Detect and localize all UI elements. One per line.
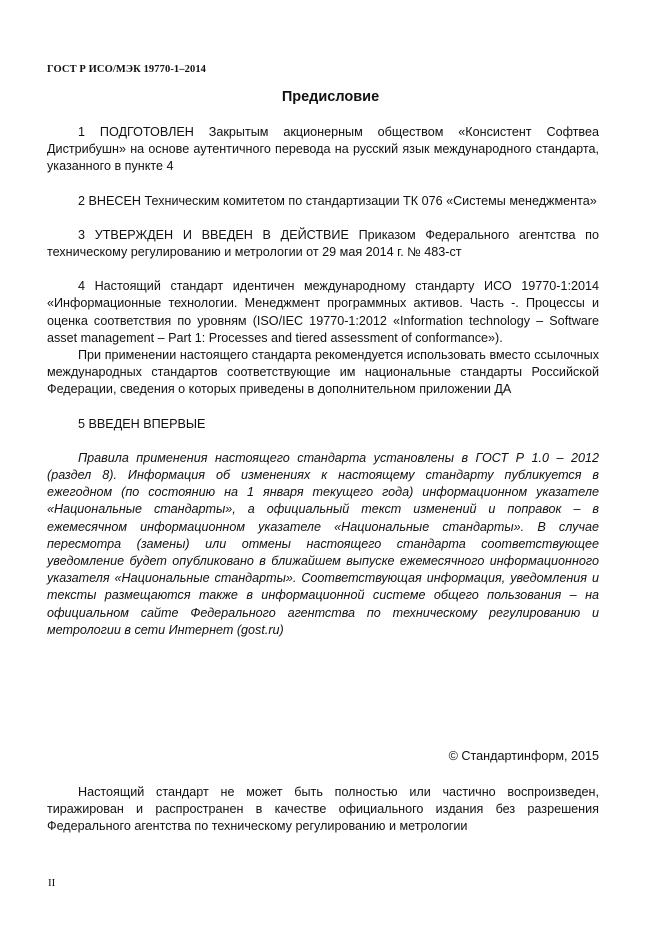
page-number: II [48, 877, 56, 889]
paragraph-first-introduced: 5 ВВЕДЕН ВПЕРВЫЕ [78, 416, 206, 431]
document-code: ГОСТ Р ИСО/МЭК 19770-1–2014 [47, 64, 207, 75]
paragraph-prepared: 1 ПОДГОТОВЛЕН Закрытым акционерным обществом «Консистент Софтвеа Дистрибушн» на основе аутентичного перевода на русский язык международного стандарта, указанного в пункте 4 [47, 125, 599, 174]
notice-text: Настоящий стандарт не может быть полностью или частично воспроизведен, тиражирован и распространен в качестве официального издания без разрешения Федерального агентства по техническому регулированию и метрологии [47, 785, 599, 834]
page-title: Предисловие [281, 89, 380, 105]
foreword-body [47, 124, 599, 639]
paragraph-approved: 3 УТВЕРЖДЕН И ВВЕДЕН В ДЕЙСТВИЕ Приказом Федерального агентства по техническому регулированию и метрологии от 29 мая 2014 г. № 483-ст [47, 227, 599, 260]
paragraph-rules: Правила применения настоящего стандарта установлены в ГОСТ Р 1.0 – 2012 (раздел 8). Информация об изменениях к настоящему стандарту публикуется в ежегодном (по состоянию на 1 января текущего года) информационном указателе «Национальные стандарты», а официальный текст изменений и поправок – в ежемесячном информационном указателе «Национальные стандарты». В случае пересмотра (замены) или отмены настоящего стандарта соответствующее уведомление будет опубликовано в ближайшем выпуске ежемесячного информационного указателя «Национальные стандарты». Соответствующая информация, уведомления и тексты размещаются также в информационной системе общего пользования – на официальном сайте Федерального агентства по техническому регулированию и метрологии в сети Интернет (gost.ru) [47, 450, 599, 637]
paragraph-submitted: 2 ВНЕСЕН Техническим комитетом по стандартизации ТК 076 «Системы менеджмента» [78, 193, 597, 208]
paragraph-application: При применении настоящего стандарта рекомендуется использовать вместо ссылочных международных стандартов соответствующие им национальные стандарты Российской Федерации, сведения о которых приведены в дополнительном приложении ДА [47, 348, 599, 397]
reproduction-notice [47, 784, 599, 836]
copyright-line: © Стандартинформ, 2015 [448, 749, 599, 763]
paragraph-identical: 4 Настоящий стандарт идентичен международному стандарту ИСО 19770-1:2014 «Информационные технологии. Менеджмент программных активов. Часть -. Процессы и оценка соответствия по уровням (ISO/IEC 19770-1:2012 «Information technology – Software asset management – Part 1: Processes and tiered assessment of conformance»). [47, 279, 599, 345]
